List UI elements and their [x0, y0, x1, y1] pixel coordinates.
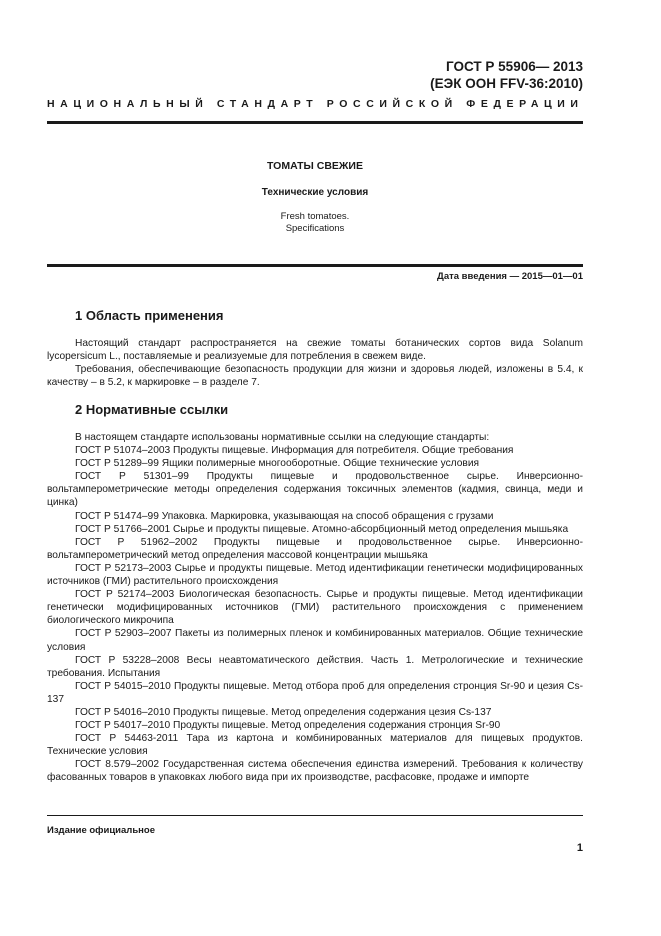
reference-item: ГОСТ Р 51289–99 Ящики полимерные многооборотные. Общие технические условия — [75, 458, 480, 470]
reference-item: ГОСТ Р 54015–2010 Продукты пищевые. Метод отбора проб для определения стронция Sr-90 и цезия Cs-137 — [47, 680, 583, 705]
section-2-body — [47, 431, 583, 785]
section-2-heading: 2 Нормативные ссылки — [75, 402, 229, 417]
section-1-body — [47, 337, 583, 389]
introduction-date: Дата введения — 2015—01—01 — [437, 271, 583, 282]
document-subtitle: Технические условия — [261, 187, 369, 198]
reference-item: ГОСТ Р 51766–2001 Сырье и продукты пищевые. Атомно-абсорбционный метод определения мышьяка — [75, 523, 569, 535]
section-2-intro: В настоящем стандарте использованы нормативные ссылки на следующие стандарты: — [75, 432, 490, 443]
standard-equivalent: (ЕЭК ООН FFV-36:2010) — [430, 76, 583, 91]
reference-item: ГОСТ Р 51962–2002 Продукты пищевые и продовольственное сырье. Инверсионно-вольтамперометрический метод определения массовой концентрации мышьяка — [47, 536, 583, 561]
reference-item: ГОСТ Р 51074–2003 Продукты пищевые. Информация для потребителя. Общие требования — [75, 445, 514, 457]
english-title-line-1: Fresh tomatoes. — [280, 211, 350, 222]
reference-item: ГОСТ Р 54463-2011 Тара из картона и комбинированных материалов для пищевых продуктов. Технические условия — [47, 733, 583, 758]
reference-item: ГОСТ Р 53228–2008 Весы неавтоматического действия. Часть 1. Метрологические и технические требования. Испытания — [47, 654, 583, 679]
reference-item: ГОСТ Р 52903–2007 Пакеты из полимерных пленок и комбинированных материалов. Общие технические условия — [47, 628, 583, 653]
reference-item: ГОСТ Р 54017–2010 Продукты пищевые. Метод определения содержания стронция Sr-90 — [75, 720, 501, 732]
reference-item: ГОСТ Р 52173–2003 Сырье и продукты пищевые. Метод идентификации генетически модифицированных источников (ГМИ) растительного происхождения — [47, 562, 583, 588]
section-1-paragraph: Требования, обеспечивающие безопасность продукции для жизни и здоровья людей, изложены в 5.4, к качеству – в 5.2, к маркировке – в разделе 7. — [47, 364, 583, 389]
reference-item: ГОСТ 8.579–2002 Государственная система обеспечения единства измерений. Требования к количеству фасованных товаров в упаковках любого вида при их производстве, расфасовке, продаже и импорте — [47, 759, 583, 784]
reference-item: ГОСТ Р 51301–99 Продукты пищевые и продовольственное сырье. Инверсионно-вольтамперометрические методы определения содержания токсичных элементов (кадмия, свинца, меди и цинка) — [47, 471, 583, 509]
page-number: 1 — [576, 842, 583, 854]
english-title — [47, 211, 583, 235]
reference-item: ГОСТ Р 54016–2010 Продукты пищевые. Метод определения содержания цезия Cs-137 — [75, 706, 492, 718]
official-edition-label: Издание официальное — [47, 825, 155, 836]
standard-number: ГОСТ Р 55906— 2013 — [446, 59, 583, 74]
title-rule — [47, 264, 583, 267]
document-title: ТОМАТЫ СВЕЖИЕ — [267, 160, 363, 172]
reference-item: ГОСТ Р 51474–99 Упаковка. Маркировка, указывающая на способ обращения с грузами — [75, 510, 494, 522]
reference-item: ГОСТ Р 52174–2003 Биологическая безопасность. Сырье и продукты пищевые. Метод идентификации генетически модифицированных источников (ГМИ) растительного происхождения с применением биологического микрочипа — [47, 589, 583, 627]
header-rule — [47, 121, 583, 124]
standard-designation-block — [430, 58, 583, 92]
national-standard-line: НАЦИОНАЛЬНЫЙ СТАНДАРТ РОССИЙСКОЙ ФЕДЕРАЦИИ — [47, 98, 584, 110]
footer-rule — [47, 815, 583, 816]
section-1-heading: 1 Область применения — [75, 308, 224, 323]
english-title-line-2: Specifications — [285, 223, 345, 234]
section-1-paragraph: Настоящий стандарт распространяется на свежие томаты ботанических сортов вида Solanum lycopersicum L., поставляемые и реализуемые для потребления в свежем виде. — [47, 338, 583, 363]
